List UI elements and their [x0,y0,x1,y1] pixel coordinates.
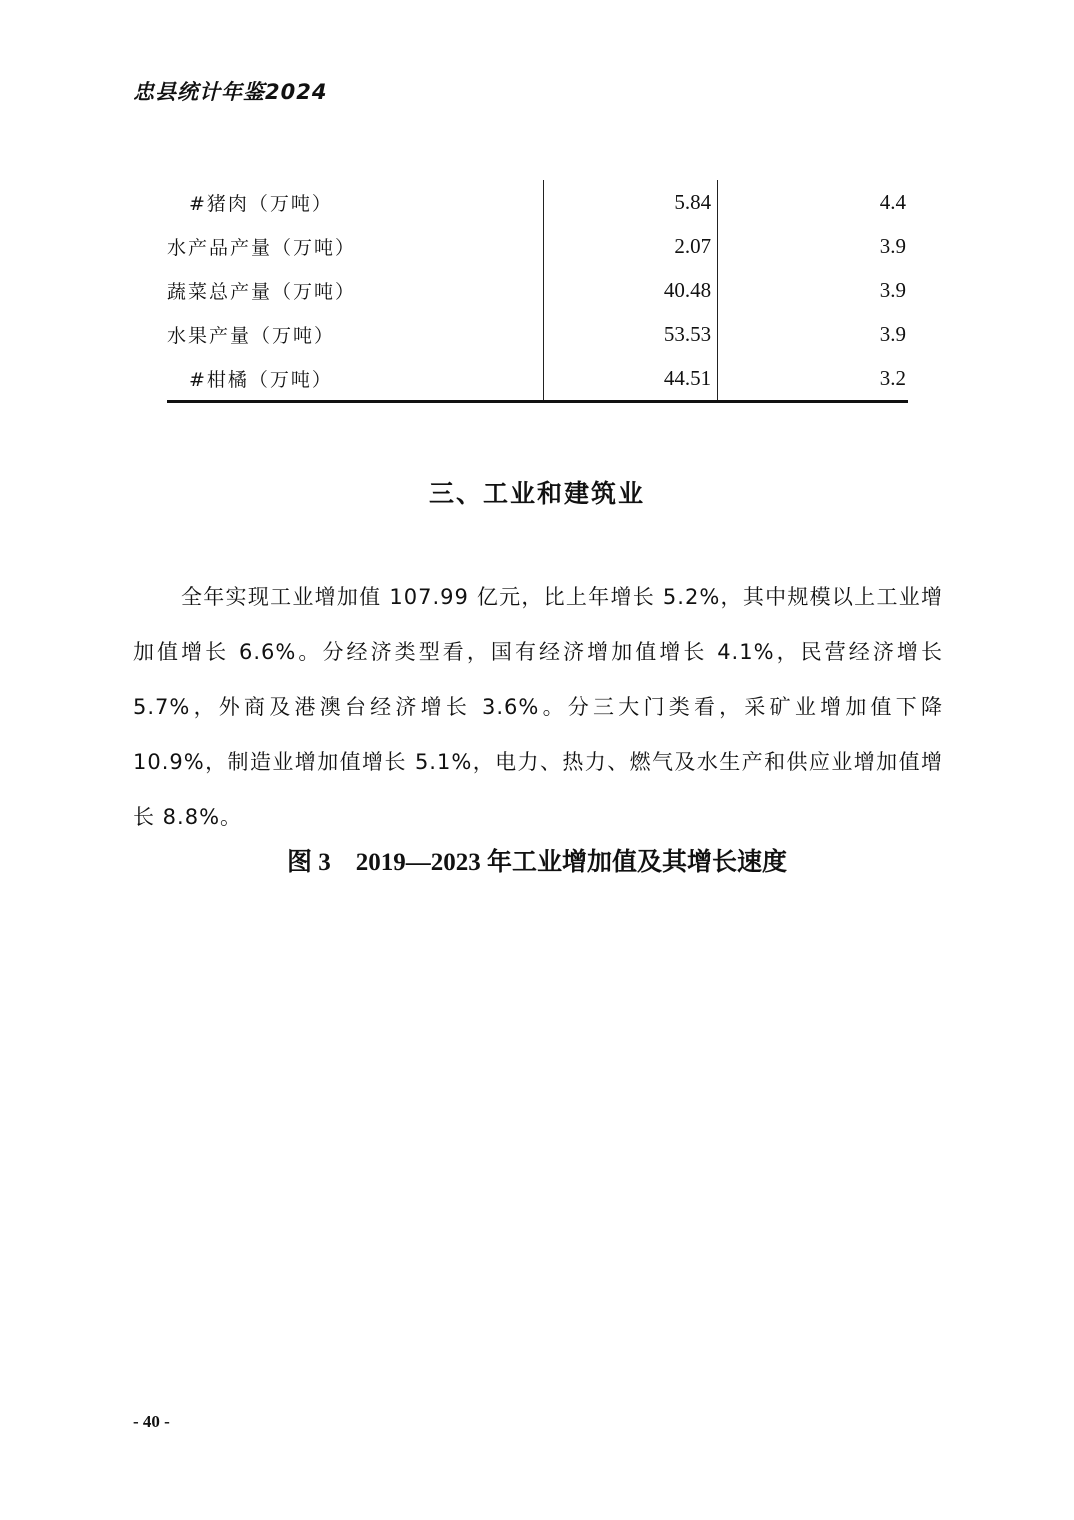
page-number: - 40 - [133,1412,170,1431]
row-growth: 4.4 [718,180,908,224]
table-row [167,224,908,268]
body-paragraph: 全年实现工业增加值 107.99 亿元，比上年增长 5.2%，其中规模以上工业增加值增长 6.6%。分经济类型看，国有经济增加值增长 4.1%，民营经济增长 5.7%，外商及港澳台经济增长 3.6%。分三大门类看，采矿业增加值下降 10.9%，制造业增加值增长 5.1%，电力、热力、燃气及水生产和供应业增加值增长 8.8%。 [133,585,943,829]
row-growth: 3.9 [718,224,908,268]
table-row [167,356,908,402]
row-label: #柑橘（万吨） [167,356,544,402]
row-value: 5.84 [544,180,718,224]
row-growth: 3.9 [718,268,908,312]
row-label: 蔬菜总产量（万吨） [167,280,357,303]
table-row [167,180,908,224]
row-value: 2.07 [544,224,718,268]
row-label: #猪肉（万吨） [189,192,333,215]
data-table [167,180,908,403]
figure-caption: 图 3 2019—2023 年工业增加值及其增长速度 [286,849,787,876]
running-header: 忠县统计年鉴2024 [133,80,328,104]
row-label: 水果产量（万吨） [167,324,336,347]
data-table-container [167,180,908,403]
row-value: 44.51 [544,356,718,402]
row-value: 40.48 [544,268,718,312]
row-growth: 3.2 [718,356,908,402]
row-growth: 3.9 [718,312,908,356]
section-heading: 三、工业和建筑业 [428,479,645,508]
table-row [167,312,908,356]
row-label: 水产品产量（万吨） [167,236,357,259]
table-row [167,268,908,312]
row-value: 53.53 [544,312,718,356]
